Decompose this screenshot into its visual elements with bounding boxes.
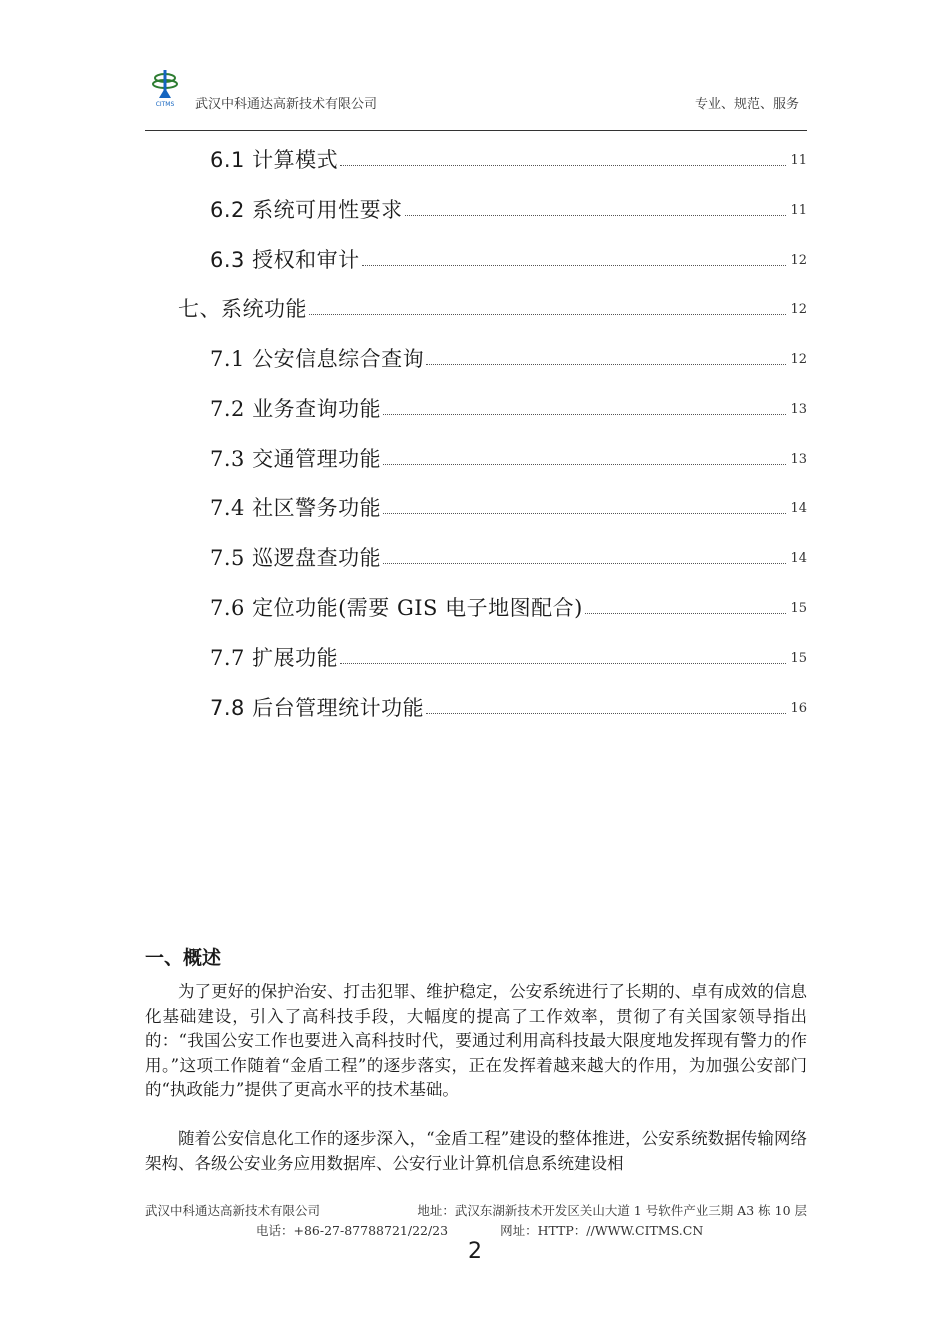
toc-entry-label: 6.2 系统可用性要求 (210, 198, 403, 222)
toc-entry-label: 7.3 交通管理功能 (210, 447, 382, 471)
toc-entry[interactable] (210, 243, 807, 273)
toc-entry-page: 12 (790, 302, 807, 317)
toc-entry-page: 13 (790, 402, 807, 417)
toc-leader-dots (383, 464, 786, 465)
header-company-name: 武汉中科通达高新技术有限公司 (195, 97, 378, 112)
toc-leader-dots (309, 314, 786, 315)
toc-leader-dots (340, 165, 786, 166)
toc-leader-dots (383, 563, 786, 564)
page-number: 2 (468, 1239, 482, 1264)
toc-leader-dots (426, 713, 786, 714)
toc-entry[interactable] (210, 541, 807, 571)
toc-entry-label: 7.6 定位功能(需要 GIS 电子地图配合) (210, 596, 583, 620)
logo-text: CITMS (155, 101, 175, 108)
toc-entry-page: 15 (790, 651, 807, 666)
footer-company: 武汉中科通达高新技术有限公司 (145, 1203, 321, 1218)
footer-address: 地址：武汉东湖新技术开发区关山大道 1 号软件产业三期 A3 栋 10 层 (417, 1203, 807, 1218)
footer-line-1 (145, 1201, 807, 1219)
toc-entry-label: 7.2 业务查询功能 (210, 397, 382, 421)
footer-phone: 电话：+86-27-87788721/22/23 (256, 1223, 449, 1238)
toc-entry-label: 6.1 计算模式 (210, 148, 339, 172)
toc-entry-label: 7.5 巡逻盘查功能 (210, 546, 382, 570)
toc-entry[interactable] (210, 342, 807, 372)
toc-entry[interactable] (210, 392, 807, 422)
toc-leader-dots (585, 613, 786, 614)
toc-entry-label: 7.7 扩展功能 (210, 646, 339, 670)
toc-entry-page: 12 (790, 352, 807, 367)
toc-entry-page: 15 (790, 601, 807, 616)
toc-entry-page: 14 (790, 551, 807, 566)
toc-leader-dots (383, 414, 786, 415)
toc-entry-page: 12 (790, 253, 807, 268)
toc-entry-page: 16 (790, 701, 807, 716)
toc-leader-dots (340, 663, 786, 664)
toc-entry-page: 13 (790, 452, 807, 467)
toc-entry-label: 7.4 社区警务功能 (210, 496, 382, 520)
toc-leader-dots (383, 513, 786, 514)
toc-entry[interactable] (210, 143, 807, 173)
toc-entry[interactable] (210, 442, 807, 472)
toc-entry-page: 14 (790, 501, 807, 516)
section-heading: 一、概述 (145, 947, 222, 969)
toc-entry-label: 6.3 授权和审计 (210, 248, 360, 272)
toc-entry[interactable] (210, 193, 807, 223)
body-paragraph: 为了更好的保护治安、打击犯罪、维护稳定，公安系统进行了长期的、卓有成效的信息化基础建设，引入了高科技手段，大幅度的提高了工作效率，贯彻了有关国家领导指出的：“我国公安工作也要进入高科技时代，要通过利用高科技最大限度地发挥现有警力的作用。”这项工作随着“金盾工程”的逐步落实，正在发挥着越来越大的作用，为加强公安部门的“执政能力”提供了更高水平的技术基础。 (145, 982, 807, 1099)
toc-entry[interactable] (210, 641, 807, 671)
page-header (145, 66, 807, 131)
toc-entry-label: 七、系统功能 (178, 297, 307, 321)
toc-leader-dots (426, 364, 786, 365)
toc-entry[interactable] (210, 691, 807, 721)
footer-line-2 (256, 1221, 703, 1239)
footer-website[interactable]: 网址：HTTP：//WWW.CITMS.CN (500, 1223, 704, 1238)
toc-entry[interactable] (178, 292, 807, 322)
toc-entry-page: 11 (790, 203, 807, 218)
header-slogan: 专业、规范、服务 (694, 97, 799, 112)
toc-entry[interactable] (210, 491, 807, 521)
toc-leader-dots (405, 215, 786, 216)
toc-entry[interactable] (210, 591, 807, 621)
toc-leader-dots (362, 265, 786, 266)
toc-entry-label: 7.8 后台管理统计功能 (210, 696, 425, 720)
toc-entry-label: 7.1 公安信息综合查询 (210, 347, 425, 371)
citms-logo-icon (148, 68, 182, 108)
body-paragraph: 随着公安信息化工作的逐步深入，“金盾工程”建设的整体推进，公安系统数据传输网络架构、各级公安业务应用数据库、公安行业计算机信息系统建设相 (145, 1129, 807, 1173)
toc-entry-page: 11 (790, 153, 807, 168)
